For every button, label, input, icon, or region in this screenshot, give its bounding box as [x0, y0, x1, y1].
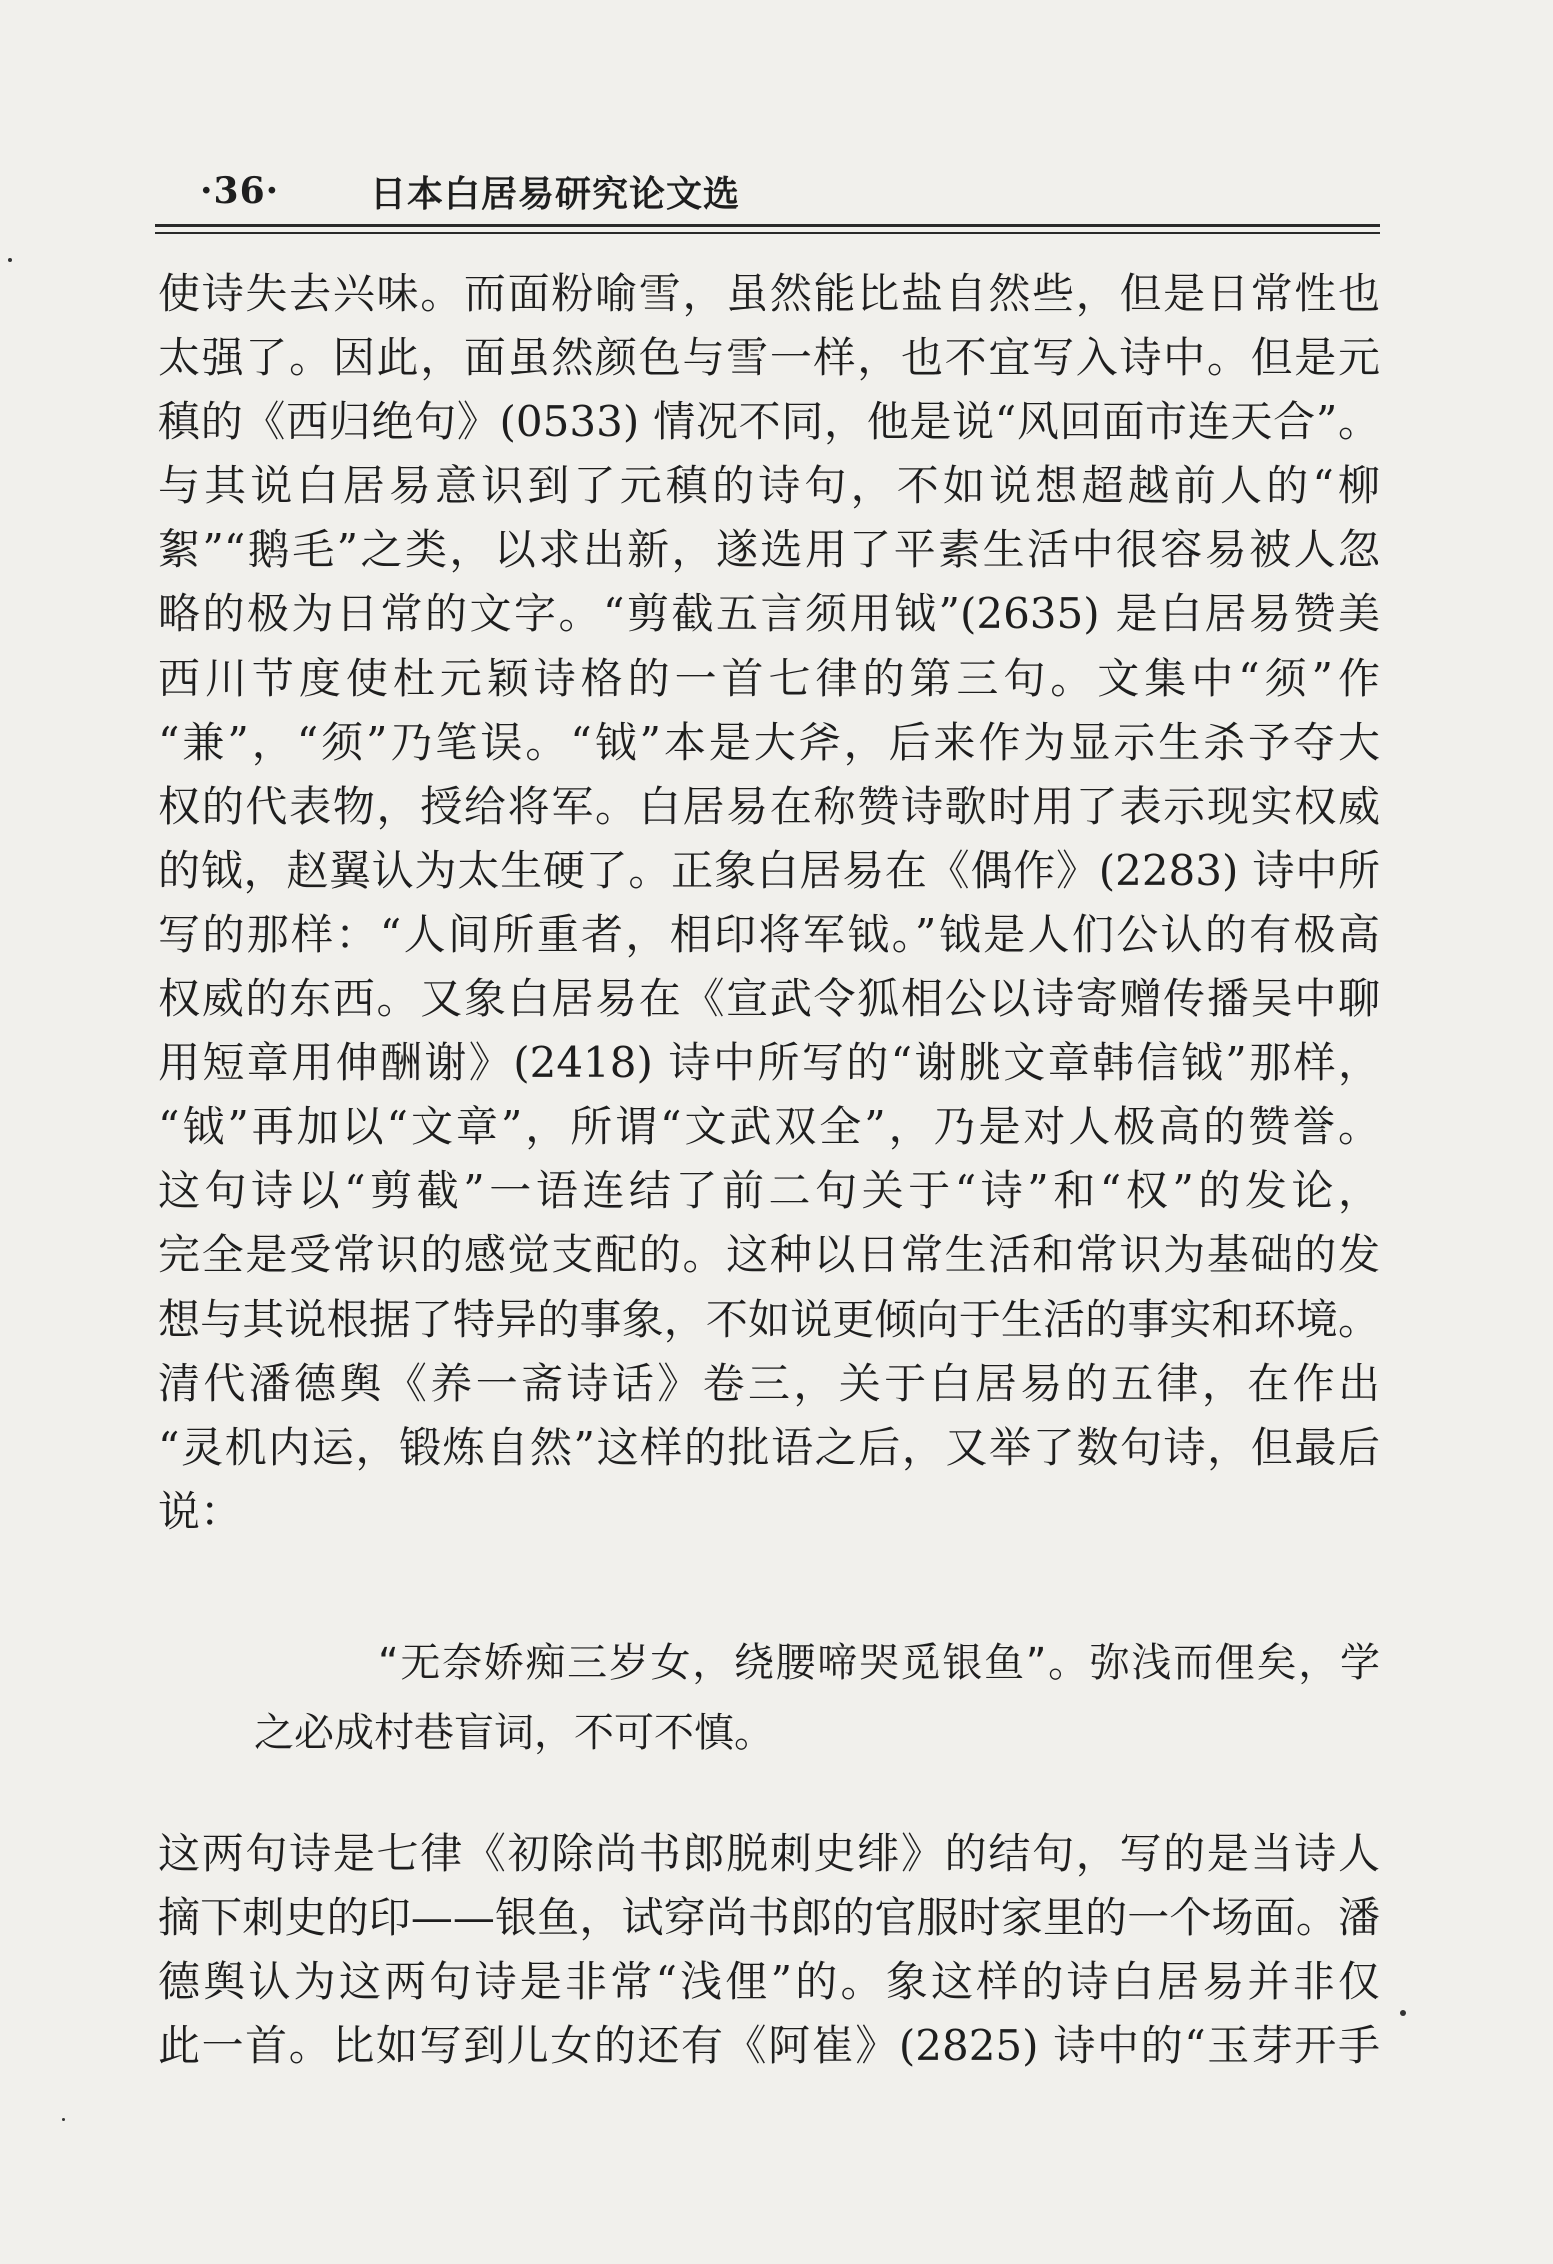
text-line: 权的代表物，授给将军。白居易在称赞诗歌时用了表示现实权威 — [158, 781, 1380, 831]
page-number: ·36· — [200, 170, 280, 212]
block-quote — [158, 1628, 1380, 1768]
text-line: 说： — [158, 1486, 243, 1536]
scan-speck — [8, 258, 12, 262]
paragraph-1 — [158, 262, 1380, 1544]
text-line: 完全是受常识的感觉支配的。这种以日常生活和常识为基础的发 — [158, 1230, 1380, 1280]
text-line: 西川节度使杜元颖诗格的一首七律的第三句。文集中“须”作 — [158, 653, 1380, 703]
text-line: 这句诗以“剪截”一语连结了前二句关于“诗”和“权”的发论， — [158, 1166, 1380, 1216]
text-line: 这两句诗是七律《初除尚书郎脱刺史绯》的结句，写的是当诗人 — [158, 1829, 1380, 1878]
text-line: 此一首。比如写到儿女的还有《阿崔》(2825) 诗中的“玉芽开手 — [158, 2021, 1380, 2071]
text-line: 稹的《西归绝句》(0533) 情况不同，他是说“风回面市连天合”。 — [158, 397, 1380, 447]
text-line: 用短章用伸酬谢》(2418) 诗中所写的“谢朓文章韩信钺”那样， — [158, 1038, 1380, 1088]
header-rule-thick — [155, 224, 1380, 227]
text-line: 的钺，赵翼认为太生硬了。正象白居易在《偶作》(2283) 诗中所 — [158, 845, 1380, 895]
text-line: 絮”“鹅毛”之类，以求出新，遂选用了平素生活中很容易被人忽 — [158, 525, 1380, 575]
text-line: 使诗失去兴味。而面粉喻雪，虽然能比盐自然些，但是日常性也 — [158, 269, 1380, 318]
text-line: 略的极为日常的文字。“剪截五言须用钺”(2635) 是白居易赞美 — [158, 589, 1380, 639]
running-header — [200, 166, 740, 216]
text-line: “钺”再加以“文章”，所谓“文武双全”，乃是对人极高的赞誉。 — [158, 1102, 1380, 1152]
scan-speck — [1400, 2010, 1406, 2016]
text-line: 权威的东西。又象白居易在《宣武令狐相公以诗寄赠传播吴中聊 — [158, 974, 1380, 1024]
text-line: 摘下刺史的印——银鱼，试穿尚书郎的官服时家里的一个场面。潘 — [158, 1893, 1380, 1943]
paragraph-2 — [158, 1822, 1380, 2078]
text-line: 德舆认为这两句诗是非常“浅俚”的。象这样的诗白居易并非仅 — [158, 1957, 1380, 2007]
text-line: 清代潘德舆《养一斋诗话》卷三，关于白居易的五律，在作出 — [158, 1358, 1380, 1408]
header-rule-thin — [155, 232, 1380, 234]
text-line: “灵机内运，锻炼自然”这样的批语之后，又举了数句诗，但最后 — [158, 1422, 1380, 1472]
text-line: 与其说白居易意识到了元稹的诗句，不如说想超越前人的“柳 — [158, 461, 1380, 511]
quote-line: 之必成村巷盲词，不可不慎。 — [254, 1710, 774, 1756]
book-title: 日本白居易研究论文选 — [370, 172, 741, 215]
text-line: 写的那样：“人间所重者，相印将军钺。”钺是人们公认的有极高 — [158, 909, 1380, 959]
text-line: “兼”，“须”乃笔误。“钺”本是大斧，后来作为显示生杀予夺大 — [158, 717, 1380, 767]
text-line: 太强了。因此，面虽然颜色与雪一样，也不宜写入诗中。但是元 — [158, 333, 1380, 383]
scan-speck — [62, 2118, 65, 2121]
text-line: 想与其说根据了特异的事象，不如说更倾向于生活的事实和环境。 — [158, 1294, 1380, 1344]
quote-line: “无奈娇痴三岁女，绕腰啼哭觅银鱼”。弥浅而俚矣，学 — [378, 1640, 1380, 1686]
